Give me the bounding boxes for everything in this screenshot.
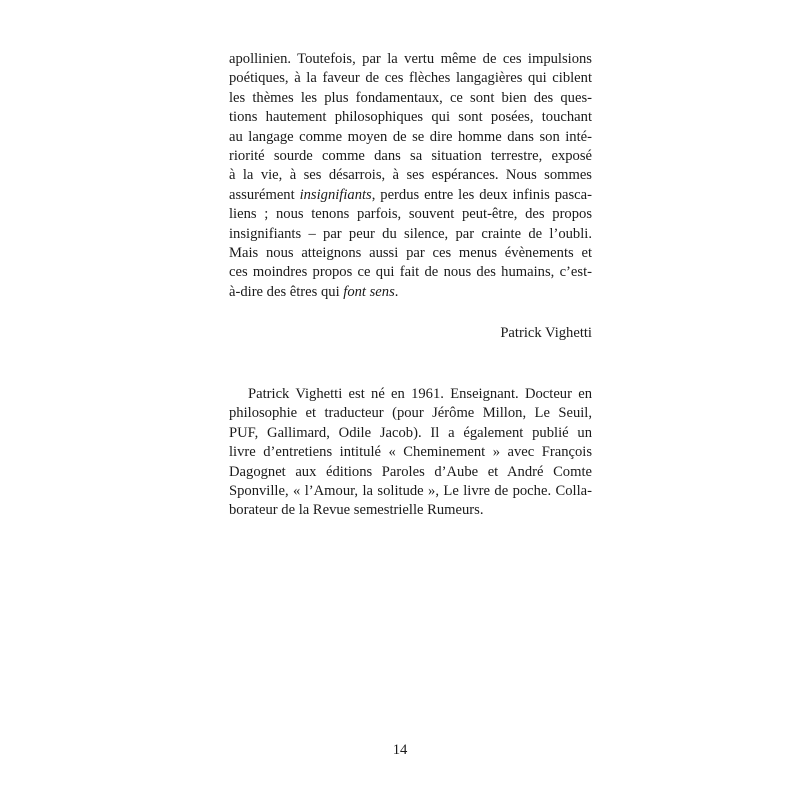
author-bio	[229, 385, 592, 521]
paragraph-line: Mais nous atteignons aussi par ces menus évènements et	[229, 244, 592, 261]
italic-word: insignifiants	[299, 186, 372, 203]
paragraph-line: liens ; nous tenons parfois, souvent peut-être, des propos	[229, 206, 592, 223]
line-text: .	[394, 283, 399, 300]
paragraph-line: au langage comme moyen de se dire homme dans son inté-	[229, 128, 592, 145]
page-number: 14	[392, 742, 408, 758]
paragraph-line: ces moindres propos ce qui fait de nous des humains, c’est-	[229, 264, 592, 281]
bio-line: livre d’entretiens intitulé « Cheminement » avec François	[229, 444, 592, 461]
bio-line: borateur de la Revue semestrielle Rumeurs.	[229, 502, 484, 519]
paragraph-line	[229, 283, 592, 302]
paragraph-line: les thèmes les plus fondamentaux, ce sont bien des ques-	[229, 89, 592, 106]
line-text: assurément	[229, 186, 300, 203]
bio-line: philosophie et traducteur (pour Jérôme Millon, Le Seuil,	[229, 405, 592, 422]
paragraph-line: à la vie, à ses désarrois, à ses espérances. Nous sommes	[229, 167, 592, 184]
paragraph-line: tions hautement philosophiques qui sont posées, touchant	[229, 109, 592, 126]
paragraph-line	[229, 186, 592, 205]
paragraph-line: poétiques, à la faveur de ces flèches langagières qui ciblent	[229, 70, 592, 87]
main-paragraph	[229, 50, 592, 302]
paragraph-line: riorité sourde comme dans sa situation terrestre, exposé	[229, 147, 592, 164]
bio-line: Dagognet aux éditions Paroles d’Aube et André Comte	[229, 463, 592, 480]
author-signature: Patrick Vighetti	[500, 325, 592, 341]
bio-line: Patrick Vighetti est né en 1961. Enseignant. Docteur en	[248, 386, 592, 402]
bio-line: Sponville, « l’Amour, la solitude », Le livre de poche. Colla-	[229, 482, 592, 499]
bio-line: PUF, Gallimard, Odile Jacob). Il a également publié un	[229, 424, 592, 441]
italic-word: font sens	[343, 283, 395, 300]
line-text: à-dire des êtres qui	[229, 283, 344, 300]
paragraph-line: apollinien. Toutefois, par la vertu même de ces impulsions	[229, 51, 592, 67]
line-text: , perdus entre les deux infinis pasca-	[371, 186, 592, 203]
paragraph-line: insignifiants – par peur du silence, par crainte de l’oubli.	[229, 225, 592, 242]
